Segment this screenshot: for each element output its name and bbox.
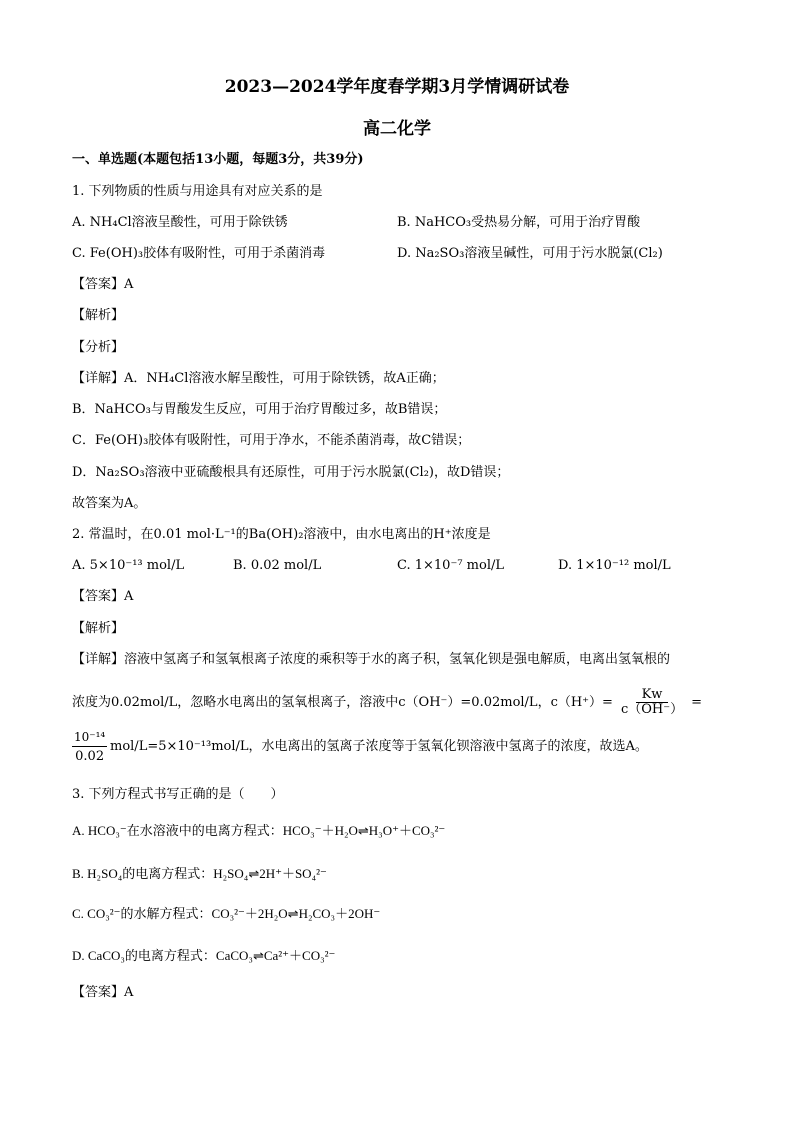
q2-option-a: A. 5×10⁻¹³ mol/L — [72, 558, 185, 573]
q3-option-a: A. HCO₃⁻在水溶液中的电离方程式：HCO₃⁻＋H₂O⇌H₃O⁺＋CO₃²⁻ — [72, 823, 446, 838]
q1-option-b: B. NaHCO₃受热易分解，可用于治疗胃酸 — [397, 215, 641, 230]
q1-option-a: A. NH₄Cl溶液呈酸性，可用于除铁锈 — [72, 215, 288, 230]
q2-detail-2-row — [72, 688, 702, 717]
q1-detail-3: C．Fe(OH)₃胶体有吸附性，可用于净水，不能杀菌消毒，故C错误； — [72, 433, 471, 448]
q2-analysis-label: 【解析】 — [72, 621, 125, 636]
q2-detail-2: 浓度为0.02mol/L，忽略水电离出的氢氧根离子，溶液中c（OH⁻）=0.02mol/L，c（H⁺）= — [72, 695, 613, 710]
q1-option-d: D. Na₂SO₃溶液呈碱性，可用于污水脱氯(Cl₂) — [397, 246, 663, 261]
q2-detail-3: mol/L=5×10⁻¹³mol/L，水电离出的氢离子浓度等于氢氧化钡溶液中氢离子的浓度，故选A。 — [110, 739, 648, 754]
q3-option-d: D. CaCO₃的电离方程式：CaCO₃⇌Ca²⁺＋CO₃²⁻ — [72, 948, 336, 963]
q1-detail-4: D．Na₂SO₃溶液中亚硫酸根具有还原性，可用于污水脱氯(Cl₂)，故D错误； — [72, 465, 510, 480]
section-heading: 一、单选题(本题包括13小题，每题3分，共39分) — [72, 152, 364, 167]
q1-answer: 【答案】A — [72, 277, 134, 292]
exam-title: 2023—2024学年度春学期3月学情调研试卷 — [224, 77, 570, 97]
q2-option-d: D. 1×10⁻¹² mol/L — [558, 558, 671, 573]
q1-stem: 1. 下列物质的性质与用途具有对应关系的是 — [72, 184, 323, 199]
ratio-fraction — [72, 728, 107, 767]
q1-fenxi-label: 【分析】 — [72, 340, 125, 355]
q2-option-b: B. 0.02 mol/L — [233, 558, 322, 573]
kw-fraction-numerator: Kw — [636, 688, 669, 703]
q3-answer: 【答案】A — [72, 985, 134, 1000]
q2-stem: 2. 常温时，在0.01 mol·L⁻¹的Ba(OH)₂溶液中，由水电离出的H⁺浓度是 — [72, 527, 491, 542]
kw-fraction — [615, 688, 689, 717]
q1-option-c: C. Fe(OH)₃胶体有吸附性，可用于杀菌消毒 — [72, 246, 326, 261]
q2-option-c: C. 1×10⁻⁷ mol/L — [397, 558, 504, 573]
q1-conclusion: 故答案为A。 — [72, 496, 147, 511]
equals-sign: = — [691, 695, 702, 710]
ratio-fraction-numerator: 10⁻¹⁴ — [72, 728, 107, 747]
q1-detail-1: 【详解】A．NH₄Cl溶液水解呈酸性，可用于除铁锈，故A正确； — [72, 371, 445, 386]
q2-detail-1: 【详解】溶液中氢离子和氢氧根离子浓度的乘积等于水的离子积，氢氧化钡是强电解质，电离出氢氧根的 — [72, 652, 671, 667]
ratio-fraction-denominator: 0.02 — [75, 749, 105, 764]
q1-detail-2: B．NaHCO₃与胃酸发生反应，可用于治疗胃酸过多，故B错误； — [72, 402, 447, 417]
subject-title: 高二化学 — [363, 119, 431, 139]
q2-answer: 【答案】A — [72, 589, 134, 604]
q3-stem: 3. 下列方程式书写正确的是（ ） — [72, 787, 284, 802]
q3-option-c: C. CO₃²⁻的水解方程式：CO₃²⁻＋2H₂O⇌H₂CO₃＋2OH⁻ — [72, 906, 381, 921]
kw-fraction-denominator: c（OH⁻） — [620, 702, 684, 717]
q3-option-b: B. H₂SO₄的电离方程式：H₂SO₄⇌2H⁺＋SO₄²⁻ — [72, 866, 327, 881]
q1-analysis-label: 【解析】 — [72, 308, 125, 323]
